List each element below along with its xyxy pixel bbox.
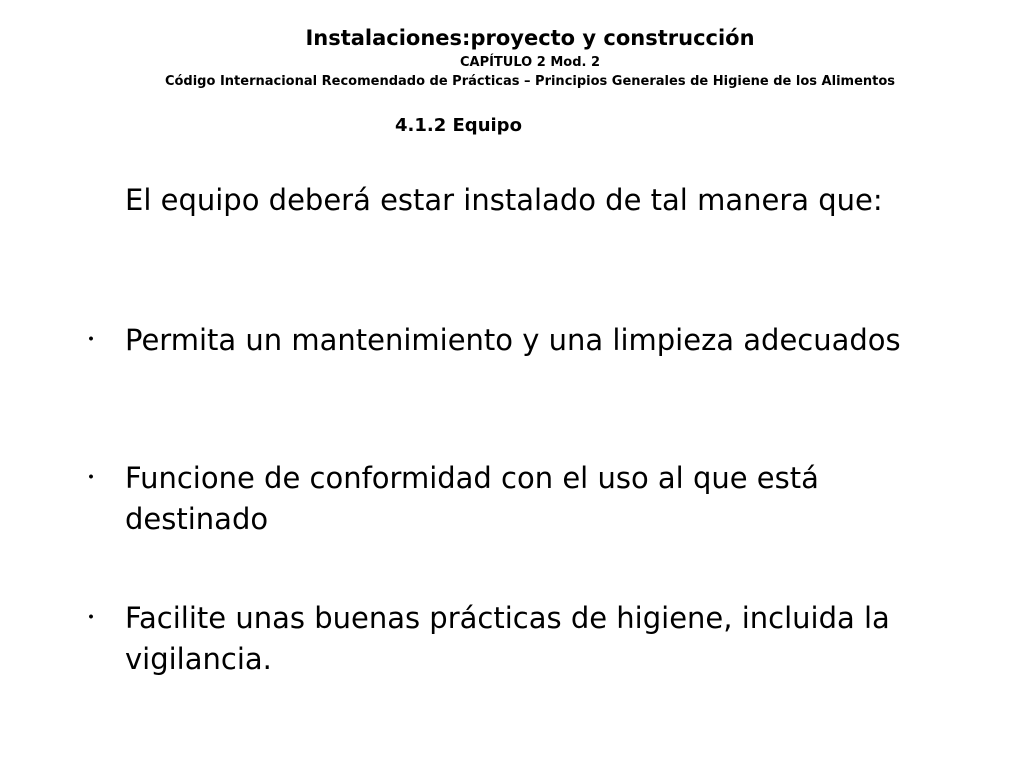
list-item-text: Funcione de conformidad con el uso al que está destinado: [125, 461, 819, 536]
list-item: [80, 320, 930, 361]
code-reference: Código Internacional Recomendado de Prácticas – Principios Generales de Higiene de los Alimentos: [164, 74, 896, 89]
bullet-icon: ・: [80, 466, 103, 491]
document-title: Instalaciones:proyecto y construcción: [305, 26, 755, 50]
list-item-text: Permita un mantenimiento y una limpieza adecuados: [125, 323, 901, 357]
intro-paragraph: El equipo deberá estar instalado de tal manera que:: [125, 183, 883, 217]
list-item: [80, 598, 930, 680]
chapter-label: CAPÍTULO 2 Mod. 2: [459, 55, 601, 70]
bullet-icon: ・: [80, 328, 103, 353]
list-item-text: Facilite unas buenas prácticas de higiene, incluida la vigilancia.: [125, 601, 890, 676]
bullet-icon: ・: [80, 606, 103, 631]
list-item: [80, 458, 930, 540]
section-heading: 4.1.2 Equipo: [395, 115, 522, 136]
